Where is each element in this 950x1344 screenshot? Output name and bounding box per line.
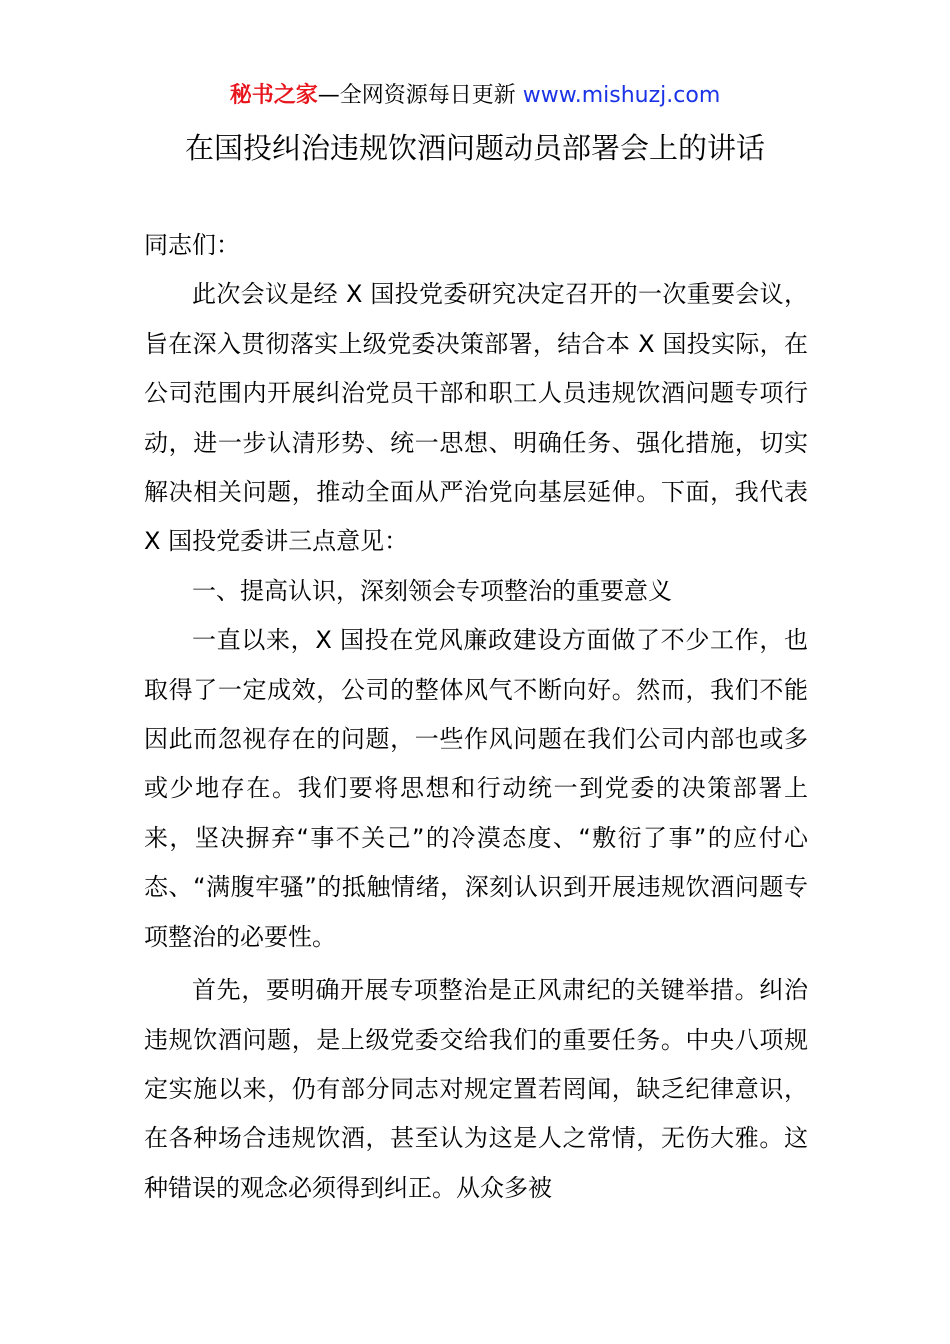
site-link[interactable]: www.mishuzj.com: [522, 83, 721, 108]
paragraph: 首先，要明确开展专项整治是正风肃纪的关键举措。纠治违规饮酒问题，是上级党委交给我们的重要任务。中央八项规定实施以来，仍有部分同志对规定置若罔闻，缺乏纪律意识，在各种场合违规饮酒，甚至认为这是人之常情，无伤大雅。这种错误的观念必须得到纠正。从众多被: [144, 976, 808, 1202]
header-tagline: —全网资源每日更新: [317, 83, 516, 108]
document-title: 在国投纠治违规饮酒问题动员部署会上的讲话: [184, 131, 765, 165]
paragraph: 此次会议是经 X 国投党委研究决定召开的一次重要会议，旨在深入贯彻落实上级党委决策部署，结合本 X 国投实际，在公司范围内开展纠治党员干部和职工人员违规饮酒问题专项行动，进一步认清形势、统一思想、明确任务、强化措施，切实解决相关问题，推动全面从严治党向基层延伸。下面，我代表 X 国投党委讲三点意见：: [144, 280, 808, 556]
salutation: 同志们：: [144, 231, 240, 259]
paragraph: 一直以来，X 国投在党风廉政建设方面做了不少工作，也取得了一定成效，公司的整体风气不断向好。然而，我们不能因此而忽视存在的问题，一些作风问题在我们公司内部也或多或少地存在。我们要将思想和行动统一到党委的决策部署上来，坚决摒弃“事不关己”的冷漠态度、“敷衍了事”的应付心态、“满腹牢骚”的抵触情绪，深刻认识到开展违规饮酒问题专项整治的必要性。: [144, 626, 808, 951]
watermark-header: [0, 82, 950, 110]
document-body: [144, 221, 808, 1213]
brand-name: 秘书之家: [229, 83, 318, 108]
section-heading: 一、提高认识，深刻领会专项整治的重要意义: [192, 576, 672, 605]
